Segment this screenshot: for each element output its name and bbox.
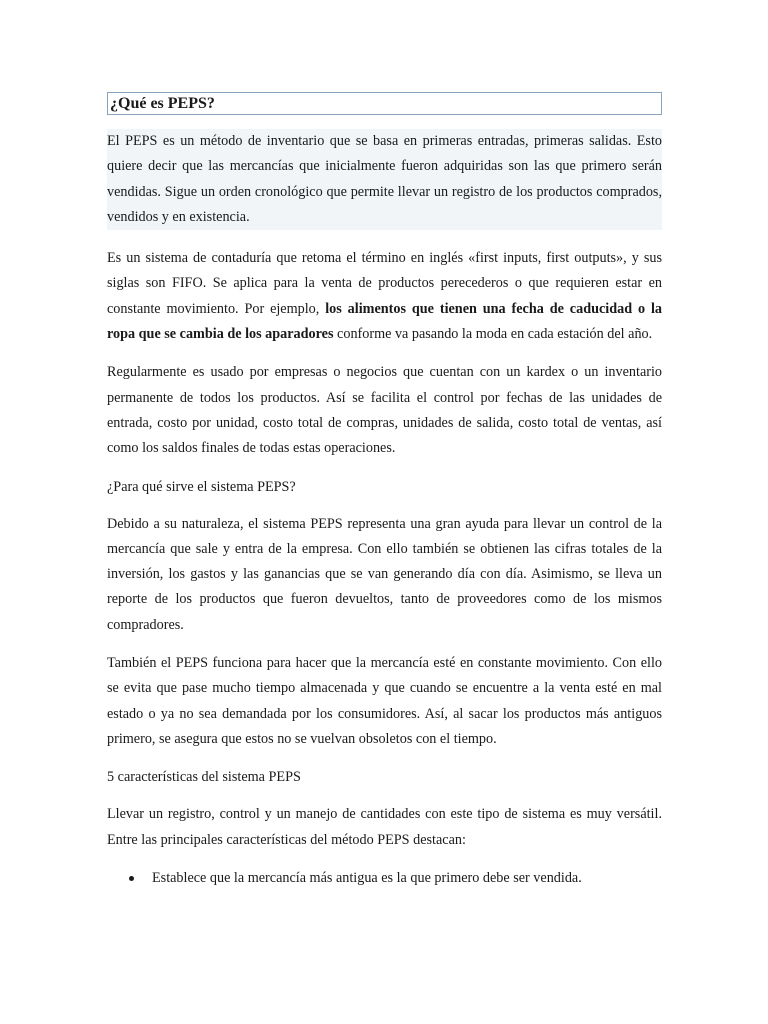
subheading-purpose: ¿Para qué sirve el sistema PEPS?	[107, 478, 296, 495]
paragraph-kardex: Regularmente es usado por empresas o negocios que cuentan con un kardex o un inventario permanente de todos los productos. Así se facilita el control por fechas de las unidades de entrada, costo por unidad, costo total de compras, unidades de salida, costo total de ventas, así como los saldos finales de todas estas operaciones.	[107, 364, 662, 457]
paragraph-fifo-bold: los alimentos que tienen una fecha de caducidad o la ropa que se cambia de los aparadores	[107, 300, 663, 343]
paragraph-movement: También el PEPS funciona para hacer que la mercancía esté en constante movimiento. Con ello se evita que pase mucho tiempo almacenada y que cuando se encuentre a la venta esté en mal estado o ya no sea demandada por los consumidores. Así, al sacar los productos más antiguos primero, se asegura que estos no se vuelvan obsoletos con el tiempo.	[107, 655, 662, 747]
document-page	[107, 92, 662, 891]
paragraph-fifo-text-1: Es un sistema de contaduría que retoma el término en inglés «first inputs, first outputs», y sus siglas son FIFO. Se aplica para la venta de productos perecederos o que requieren estar en constante movimiento. Por ejemplo,	[107, 250, 662, 317]
section-title: ¿Qué es PEPS?	[107, 92, 662, 115]
list-item-text: Establece que la mercancía más antigua es la que primero debe ser vendida.	[152, 869, 582, 886]
list-item	[107, 866, 662, 891]
paragraph-fifo	[107, 246, 662, 347]
bullet-icon	[129, 876, 134, 881]
paragraph-purpose: Debido a su naturaleza, el sistema PEPS representa una gran ayuda para llevar un control de la mercancía que sale y entra de la empresa. Con ello también se obtienen las cifras totales de la inversión, los gastos y las ganancias que se van generando día con día. Asimismo, se lleva un reporte de los productos que fueron devueltos, tanto de proveedores como de los mismos compradores.	[107, 515, 662, 633]
paragraph-characteristics-intro: Llevar un registro, control y un manejo de cantidades con este tipo de sistema es muy versátil. Entre las principales características del método PEPS destacan:	[107, 806, 662, 848]
characteristics-list	[107, 866, 662, 891]
subheading-characteristics: 5 características del sistema PEPS	[107, 769, 301, 786]
paragraph-definition: El PEPS es un método de inventario que se basa en primeras entradas, primeras salidas. Esto quiere decir que las mercancías que inicialmente fueron adquiridas son las que primero serán vendidas. Sigue un orden cronológico que permite llevar un registro de los productos comprados, vendidos y en existencia.	[107, 129, 662, 230]
paragraph-fifo-text-2: conforme va pasando la moda en cada estación del año.	[333, 326, 653, 343]
